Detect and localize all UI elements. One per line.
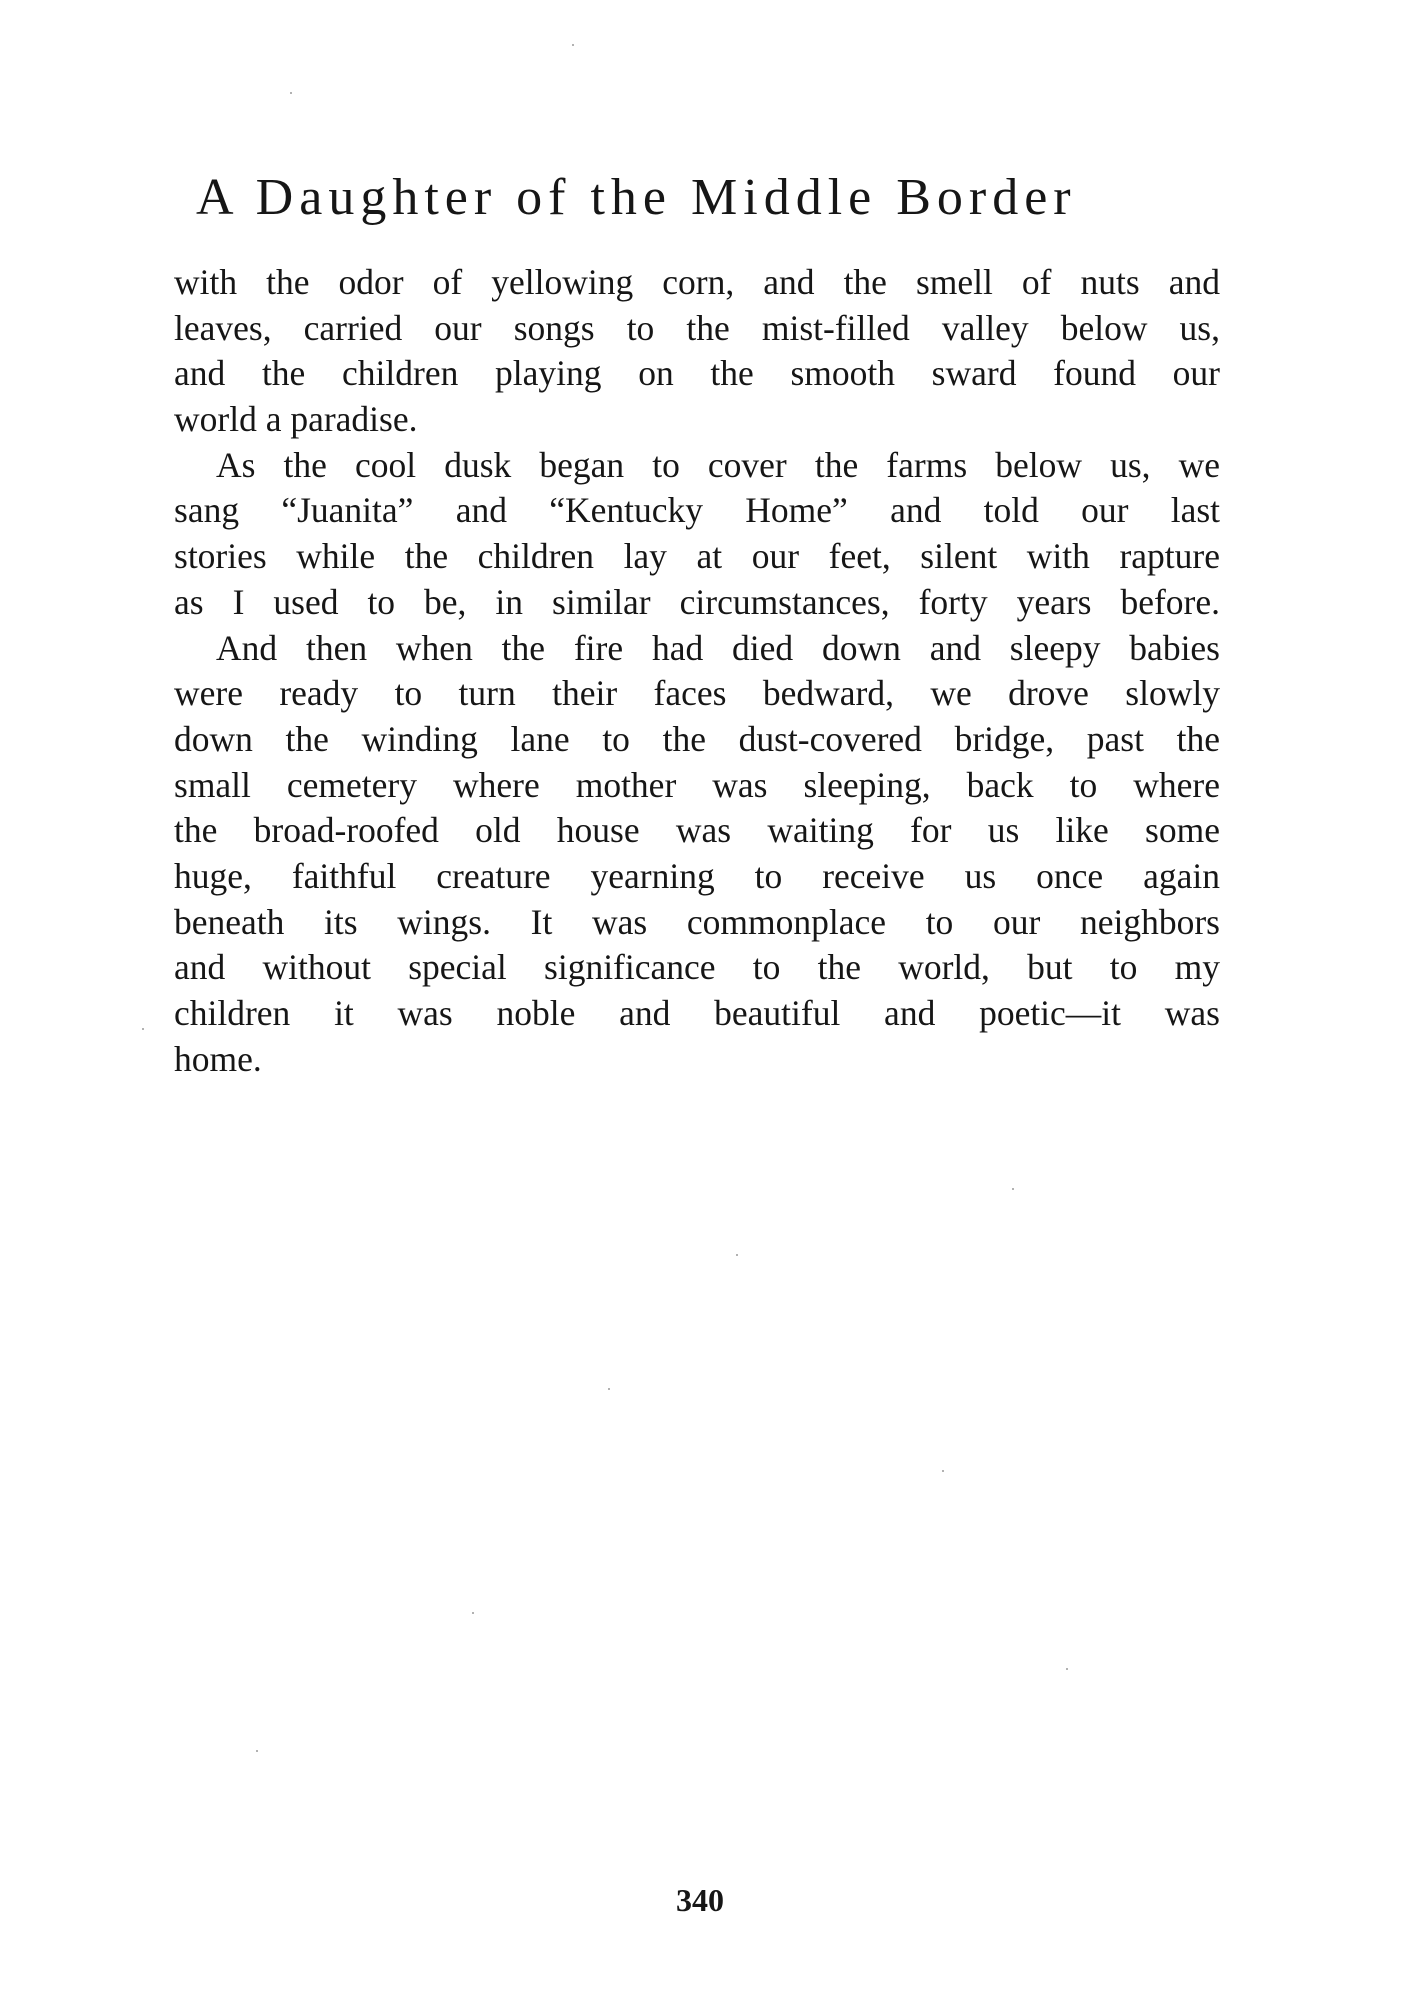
text-line: beneath its wings. It was commonplace to our neighbors [174,901,1220,942]
text-line: with the odor of yellowing corn, and the smell of nuts and [174,262,1220,302]
scan-speck [1066,1668,1068,1670]
scan-speck [290,92,292,94]
text-line: As the cool dusk began to cover the farms below us, we [216,444,1220,485]
text-line: and without special significance to the world, but to my [174,947,1220,988]
text-line: the broad-roofed old house was waiting for us like some [174,810,1220,851]
text-line: as I used to be, in similar circumstances, forty years before. [174,581,1220,622]
running-head: A Daughter of the Middle Border [196,169,1077,226]
text-line: small cemetery where mother was sleeping, back to where [174,764,1220,805]
scan-speck [736,1254,738,1256]
text-line: were ready to turn their faces bedward, we drove slowly [174,673,1220,714]
text-line: world a paradise. [174,399,418,440]
text-line: and the children playing on the smooth sward found our [174,353,1220,394]
text-line: children it was noble and beautiful and poetic—it was [174,993,1220,1033]
body-text [174,260,1220,1082]
text-line: home. [174,1038,262,1079]
scan-speck [256,1750,258,1752]
text-line: down the winding lane to the dust-covered bridge, past the [174,718,1220,759]
text-line: And then when the fire had died down and sleepy babies [216,627,1220,668]
text-line: huge, faithful creature yearning to receive us once again [174,855,1220,896]
scan-speck [142,1028,144,1030]
scan-speck [472,1612,474,1614]
scan-speck [572,44,574,46]
scan-speck [942,1470,944,1472]
scan-speck [1012,1188,1014,1190]
scan-speck [608,1388,610,1390]
text-line: stories while the children lay at our feet, silent with rapture [174,536,1220,577]
text-line: leaves, carried our songs to the mist-filled valley below us, [174,307,1220,348]
page-number: 340 [676,1882,724,1918]
text-line: sang “Juanita” and “Kentucky Home” and told our last [174,490,1220,531]
